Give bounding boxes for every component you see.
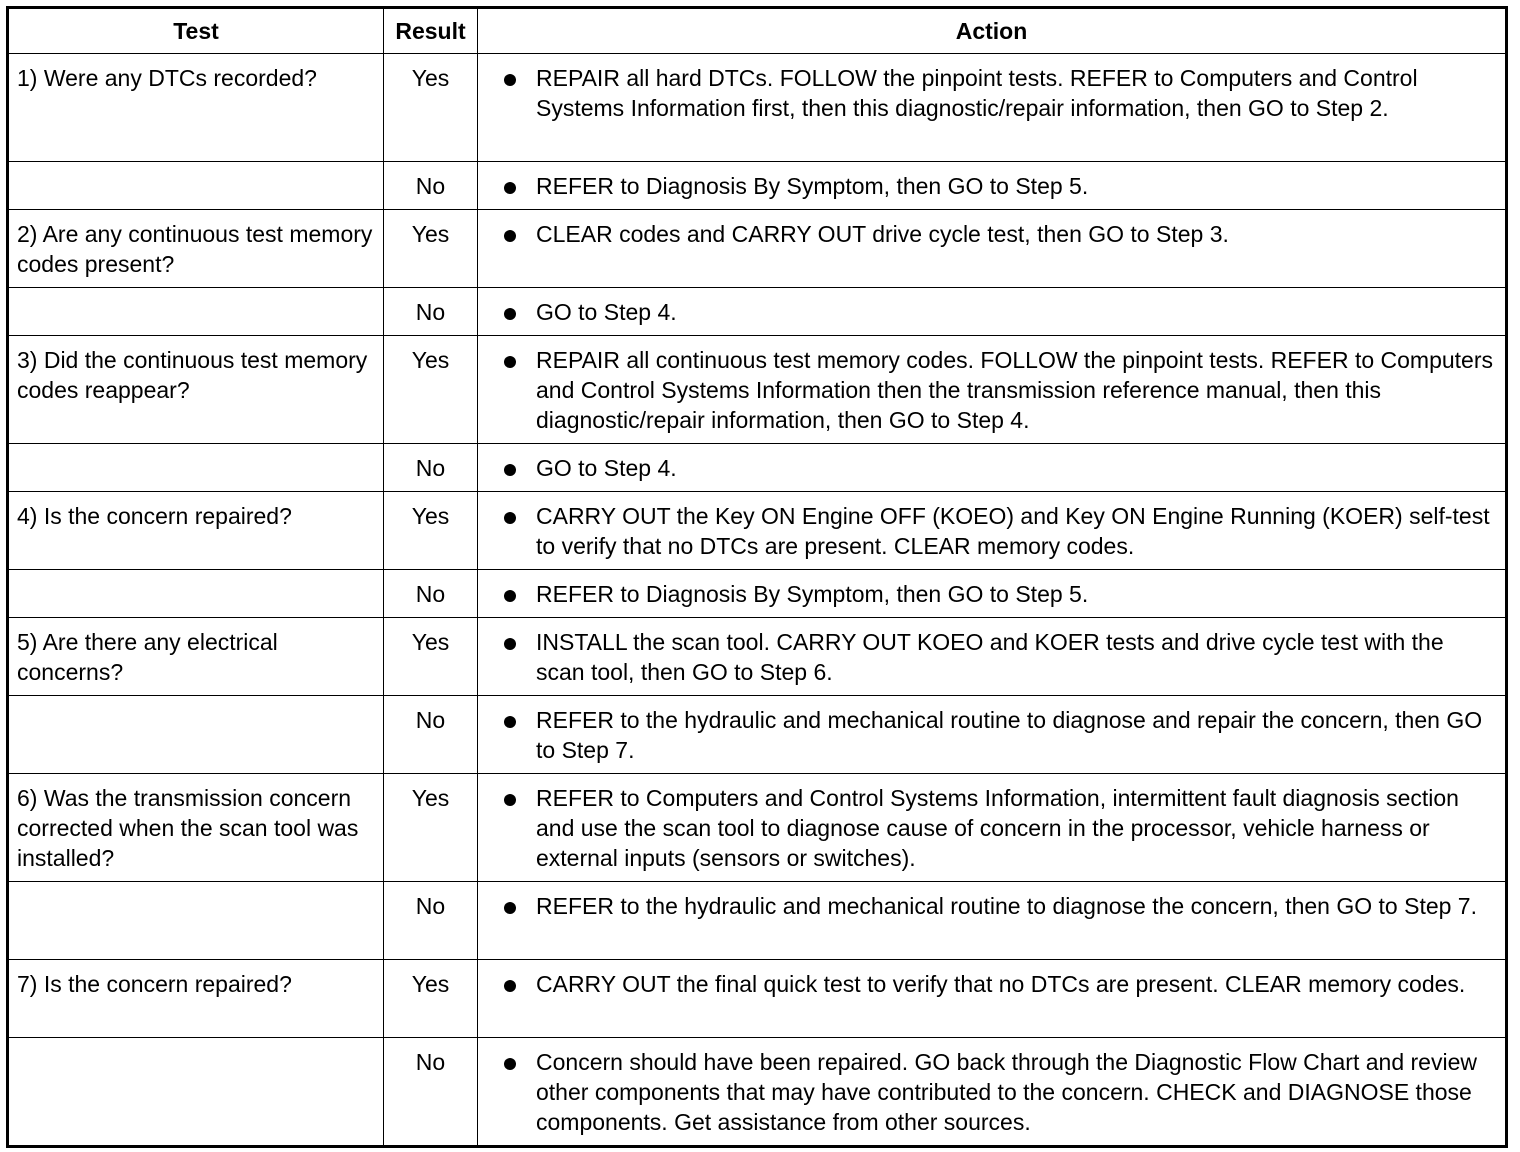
test-cell: 5) Are there any electrical concerns? [8,618,384,696]
table-row [8,882,1507,960]
bullet-icon [504,512,516,524]
result-cell: No [384,162,478,210]
action-text: REPAIR all continuous test memory codes. FOLLOW the pinpoint tests. REFER to Computers and Control Systems Information then the transmission reference manual, then this diagnostic/repair information, then GO to Step 4. [536,347,1494,433]
action-cell [478,54,1507,162]
bullet-icon [504,356,516,368]
action-text: REFER to the hydraulic and mechanical routine to diagnose and repair the concern, then GO to Step 7. [536,707,1483,763]
test-cell: 3) Did the continuous test memory codes reappear? [8,336,384,444]
table-body [8,54,1507,1147]
test-cell [8,1038,384,1147]
bullet-icon [504,464,516,476]
table-row [8,696,1507,774]
result-cell: Yes [384,210,478,288]
action-cell [478,618,1507,696]
action-cell [478,774,1507,882]
action-text: INSTALL the scan tool. CARRY OUT KOEO and KOER tests and drive cycle test with the scan tool, then GO to Step 6. [536,629,1444,685]
result-cell: Yes [384,492,478,570]
bullet-icon [504,74,516,86]
result-cell: Yes [384,960,478,1038]
test-cell [8,288,384,336]
result-cell: No [384,444,478,492]
bullet-icon [504,182,516,194]
action-text: GO to Step 4. [536,455,677,481]
diagnostic-table [6,6,1508,1148]
test-cell: 4) Is the concern repaired? [8,492,384,570]
test-cell [8,696,384,774]
table-row [8,162,1507,210]
action-text: REFER to Computers and Control Systems Information, intermittent fault diagnosis section and use the scan tool to diagnose cause of concern in the processor, vehicle harness or external inputs (sensors or switches). [536,785,1459,871]
result-cell: Yes [384,336,478,444]
action-text: REFER to the hydraulic and mechanical routine to diagnose the concern, then GO to Step 7. [536,893,1477,919]
table-row [8,618,1507,696]
bullet-icon [504,590,516,602]
table-row [8,1038,1507,1147]
action-text: CARRY OUT the final quick test to verify that no DTCs are present. CLEAR memory codes. [536,971,1466,997]
header-result: Result [384,8,478,54]
result-cell: No [384,1038,478,1147]
test-cell [8,570,384,618]
table-row [8,210,1507,288]
action-text: Concern should have been repaired. GO back through the Diagnostic Flow Chart and review other components that may have contributed to the concern. CHECK and DIAGNOSE those components. Get assistance from other sources. [536,1049,1477,1135]
table-row [8,444,1507,492]
bullet-icon [504,794,516,806]
bullet-icon [504,716,516,728]
result-cell: No [384,288,478,336]
bullet-icon [504,230,516,242]
table-row [8,492,1507,570]
result-cell: No [384,696,478,774]
bullet-icon [504,980,516,992]
test-cell: 1) Were any DTCs recorded? [8,54,384,162]
bullet-icon [504,902,516,914]
header-test: Test [8,8,384,54]
bullet-icon [504,1058,516,1070]
bullet-icon [504,308,516,320]
action-cell [478,1038,1507,1147]
test-cell [8,444,384,492]
test-cell: 7) Is the concern repaired? [8,960,384,1038]
table-row [8,774,1507,882]
table-row [8,570,1507,618]
action-text: CLEAR codes and CARRY OUT drive cycle test, then GO to Step 3. [536,221,1229,247]
action-text: REFER to Diagnosis By Symptom, then GO to Step 5. [536,173,1089,199]
result-cell: Yes [384,54,478,162]
test-cell [8,162,384,210]
action-cell [478,882,1507,960]
header-row [8,8,1507,54]
action-text: CARRY OUT the Key ON Engine OFF (KOEO) and Key ON Engine Running (KOER) self-test to verify that no DTCs are present. CLEAR memory codes. [536,503,1490,559]
table-row [8,336,1507,444]
action-cell [478,162,1507,210]
action-cell [478,444,1507,492]
action-cell [478,570,1507,618]
test-cell: 6) Was the transmission concern corrected when the scan tool was installed? [8,774,384,882]
result-cell: Yes [384,618,478,696]
table-row [8,288,1507,336]
table-row [8,960,1507,1038]
header-action: Action [478,8,1507,54]
action-text: REPAIR all hard DTCs. FOLLOW the pinpoint tests. REFER to Computers and Control Systems Information first, then this diagnostic/repair information, then GO to Step 2. [536,65,1418,121]
action-cell [478,336,1507,444]
result-cell: No [384,570,478,618]
action-cell [478,288,1507,336]
action-text: REFER to Diagnosis By Symptom, then GO to Step 5. [536,581,1089,607]
action-cell [478,960,1507,1038]
result-cell: Yes [384,774,478,882]
bullet-icon [504,638,516,650]
test-cell [8,882,384,960]
action-text: GO to Step 4. [536,299,677,325]
action-cell [478,492,1507,570]
result-cell: No [384,882,478,960]
action-cell [478,210,1507,288]
action-cell [478,696,1507,774]
test-cell: 2) Are any continuous test memory codes present? [8,210,384,288]
table-row [8,54,1507,162]
